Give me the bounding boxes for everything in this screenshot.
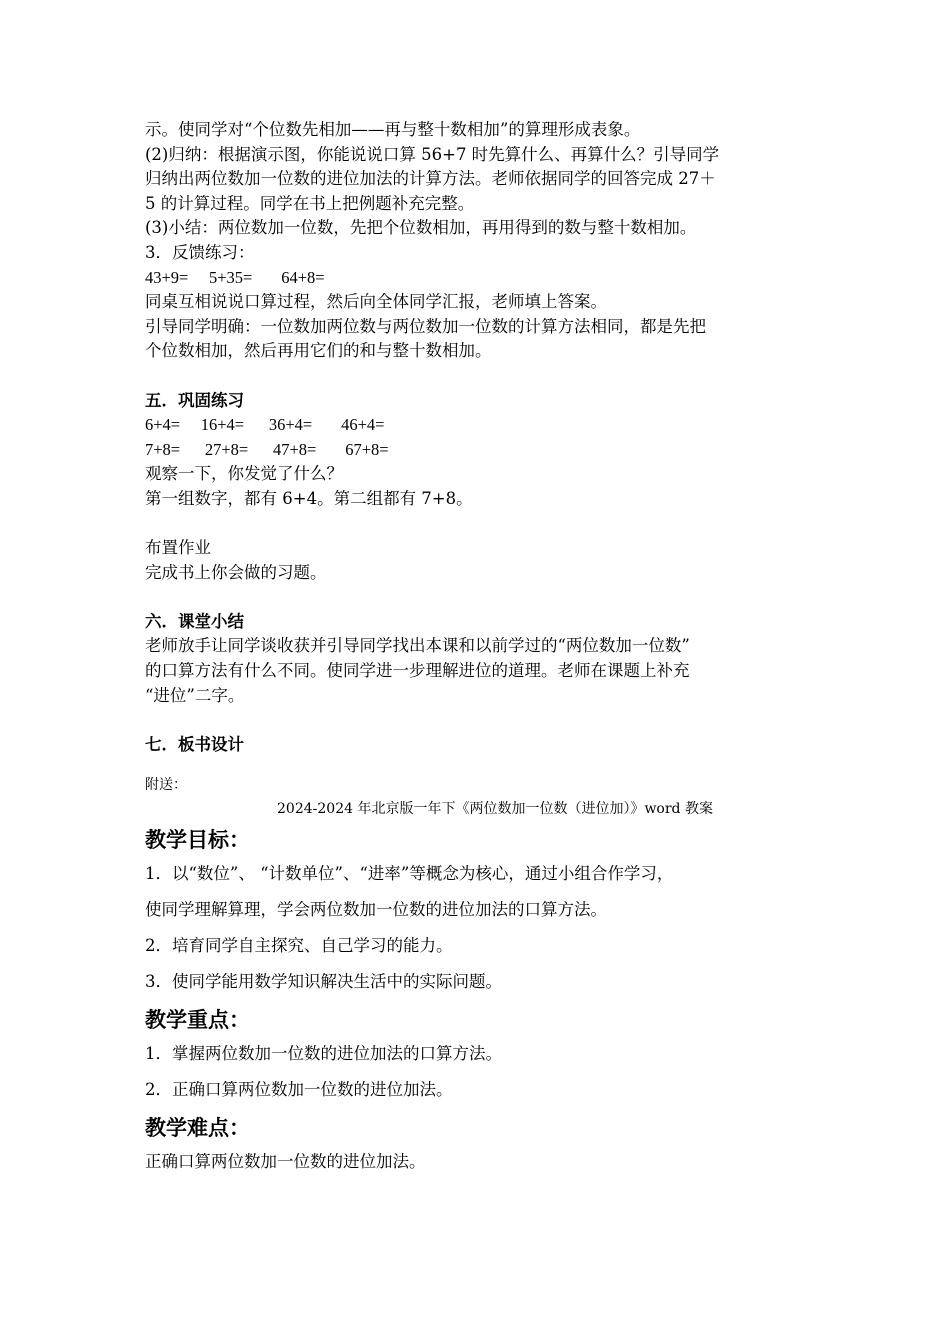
goals-heading: 教学目标： — [145, 827, 250, 853]
goal-item: 2．培育同学自主探究、自己学习的能力。 — [145, 936, 453, 956]
goal-item: 1．以“数位”、 “计数单位”、“进率”等概念为核心，通过小组合作学习， — [145, 864, 674, 884]
section-heading: 五．巩固练习 — [145, 390, 244, 410]
keypoints-heading: 教学重点： — [145, 1007, 250, 1033]
text-line: (3)小结：两位数加一位数，先把个位数相加，再用得到的数与整十数相加。 — [145, 218, 697, 238]
section-heading: 七．板书设计 — [145, 734, 244, 754]
homework-heading: 布置作业 — [145, 538, 211, 558]
text-line: 老师放手让同学谈收获并引导同学找出本课和以前学过的“两位数加一位数” — [145, 636, 690, 656]
exercise-line: 43+9= 5+35= 64+8= — [145, 267, 325, 287]
goal-item-continued: 使同学理解算理，学会两位数加一位数的进位加法的口算方法。 — [145, 900, 607, 920]
text-line: 归纳出两位数加一位数的进位加法的计算方法。老师依据同学的回答完成 27＋ — [145, 169, 716, 189]
text-line: 3．反馈练习： — [145, 242, 255, 262]
section-heading: 六．课堂小结 — [145, 611, 244, 631]
text-line: 的口算方法有什么不同。使同学进一步理解进位的道理。老师在课题上补充 — [145, 661, 690, 681]
keypoint-item: 1．掌握两位数加一位数的进位加法的口算方法。 — [145, 1044, 502, 1064]
exercise-line: 7+8= 27+8= 47+8= 67+8= — [145, 439, 389, 459]
appendix-title: 2024-2024 年北京版一年下《两位数加一位数（进位加）》word 教案 — [277, 801, 713, 818]
text-line: 5 的计算过程。同学在书上把例题补充完整。 — [145, 193, 475, 213]
text-line: 示。使同学对“个位数先相加——再与整十数相加”的算理形成表象。 — [145, 120, 641, 139]
text-line: (2)归纳：根据演示图，你能说说口算 56+7 时先算什么、再算什么？引导同学 — [145, 144, 720, 164]
text-line: 引导同学明确：一位数加两位数与两位数加一位数的计算方法相同，都是先把 — [145, 316, 706, 336]
difficulty-heading: 教学难点： — [145, 1115, 250, 1141]
text-line: 第一组数字，都有 6+4。第二组都有 7+8。 — [145, 488, 473, 508]
difficulty-text: 正确口算两位数加一位数的进位加法。 — [145, 1152, 426, 1172]
text-line: 同桌互相说说口算过程，然后向全体同学汇报，老师填上答案。 — [145, 292, 607, 312]
appendix-label: 附送： — [145, 777, 187, 794]
keypoint-item: 2．正确口算两位数加一位数的进位加法。 — [145, 1080, 453, 1100]
text-line: 观察一下，你发觉了什么？ — [145, 464, 343, 484]
goal-item: 3．使同学能用数学知识解决生活中的实际问题。 — [145, 972, 502, 992]
text-line: 完成书上你会做的习题。 — [145, 562, 327, 582]
text-line: 个位数相加，然后再用它们的和与整十数相加。 — [145, 341, 492, 361]
exercise-line: 6+4= 16+4= 36+4= 46+4= — [145, 415, 385, 435]
document-page — [145, 118, 825, 1185]
text-line: “进位”二字。 — [145, 685, 245, 705]
